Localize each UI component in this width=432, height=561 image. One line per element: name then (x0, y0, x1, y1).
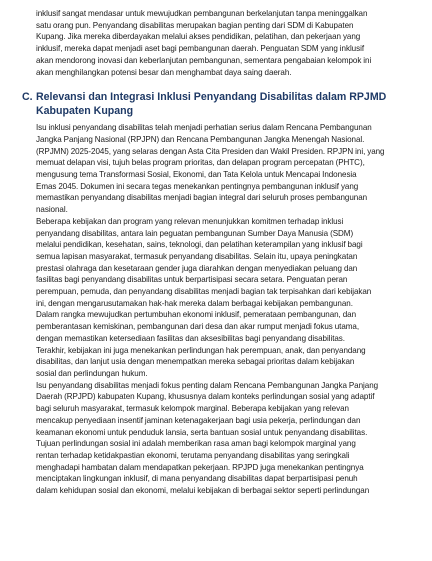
text-line: prestasi olahraga dan kesetaraan gender juga diarahkan dengan menyediakan peluang dan (36, 263, 358, 273)
text-line: memastikan penyandang disabilitas menjadi bagian integral dari seluruh proses pembangunan (36, 193, 368, 203)
text-line: nasional. (36, 205, 68, 215)
paragraph-kebijakan (36, 216, 416, 380)
section-heading (22, 90, 416, 118)
text-line: rentan terhadap ketidakpastian ekonomi, terutama penyandang disabilitas yang seringkali (36, 450, 350, 460)
text-line: satu orang pun. Penyandang disabilitas merupakan bagian penting dari SDM di Kabupaten (36, 20, 354, 30)
text-line: menciptakan lingkungan inklusif, di mana penyandang disabilitas dapat berpartisipasi penuh (36, 474, 358, 484)
text-line: ini, dengan mengarusutamakan hak-hak mereka dalam berbagai kebijakan pembangunan. (36, 298, 353, 308)
text-line: akan mendorong inovasi dan keberlanjutan pembangunan, sementara pengabaian kelompok ini (36, 55, 372, 65)
text-line: pemberantasan kemiskinan, pembangunan dari desa dan akar rumput menjadi fokus utama, (36, 322, 360, 332)
text-line: Daerah (RPJPD) kabupaten Kupang, khususnya dalam konteks perlindungan sosial yang adaptif (36, 392, 375, 402)
text-line: akan menghilangkan potensi besar dan menghambat daya saing daerah. (36, 67, 292, 77)
text-line: dalam kehidupan sosial dan ekonomi, melalui kebijakan di berbagai sektor seperti perlindungan (36, 486, 370, 496)
paragraph-rpjpn (36, 122, 416, 216)
text-line: (RPJMN) 2025-2045, yang selaras dengan Asta Cita Presiden dan Wakil Presiden. RPJPN ini, yang (36, 146, 385, 156)
text-line: Kupang. Jika mereka diberdayakan melalui akses pendidikan, pelatihan, dan pekerjaan yang (36, 32, 361, 42)
text-line: inklusif sangat mendasar untuk mewujudkan pembangunan berkelanjutan tanpa meninggalkan (36, 9, 368, 18)
text-line: menghadapi hambatan dalam mendapatkan pekerjaan. RPJPD juga menekankan pentingnya (36, 462, 364, 472)
paragraph-rpjpd (36, 380, 416, 497)
text-line: memuat delapan visi, tujuh belas program prioritas, dan delapan program percepatan (PHTC), (36, 158, 365, 168)
text-line: Isu penyandang disabilitas menjadi fokus penting dalam Rencana Pembangunan Jangka Panjang (36, 380, 379, 390)
text-line: perempuan, pemuda, dan penyandang disabilitas menjadi bagian tak terpisahkan dari kebijakan (36, 287, 372, 297)
text-line: Isu inklusi penyandang disabilitas telah menjadi perhatian serius dalam Rencana Pembangunan (36, 123, 372, 133)
section-number: C. (22, 91, 33, 104)
paragraph-intro (36, 8, 416, 78)
text-line: Dalam rangka mewujudkan pertumbuhan ekonomi inklusif, pemerataan pembangunan, dan (36, 310, 357, 320)
text-line: fasilitas bagi penyandang disabilitas untuk berpartisipasi secara setara. Penguatan peran (36, 275, 348, 285)
text-line: Terakhir, kebijakan ini juga menekankan perlindungan hak perempuan, anak, dan penyandang (36, 345, 366, 355)
text-line: mengusung tema Transformasi Sosial, Ekonomi, dan Tata Kelola untuk Mencapai Indonesia (36, 170, 357, 180)
text-line: melalui pendidikan, kesehatan, sains, teknologi, dan pelatihan keterampilan yang inklusif bagi (36, 240, 363, 250)
text-line: sosial dan perlindungan hukum. (36, 368, 148, 378)
text-line: semua lapisan masyarakat, termasuk penyandang disabilitas. Selain itu, upaya peningkatan (36, 251, 358, 261)
section-title-line: Kabupaten Kupang (36, 105, 134, 118)
text-line: disabilitas, dan lanjut usia dengan menempatkan mereka sebagai prioritas dalam kebijakan (36, 357, 355, 367)
text-line: mencakup penyediaan insentif jaminan ketenagakerjaan bagi usia pekerja, perlindungan dan (36, 415, 361, 425)
text-line: Tujuan perlindungan sosial ini adalah memberikan rasa aman bagi kelompok marginal yang (36, 439, 356, 449)
text-line: Jangka Panjang Nasional (RPJPN) dan Rencana Pembangunan Jangka Menengah Nasional. (36, 134, 365, 144)
text-line: bagi seluruh masyarakat, termasuk kelompok marginal. Beberapa kebijakan yang relevan (36, 404, 349, 414)
text-line: Emas 2045. Dokumen ini secara tegas menekankan pentingnya pembangunan inklusif yang (36, 181, 359, 191)
text-line: Beberapa kebijakan dan program yang relevan menunjukkan komitmen terhadap inklusi (36, 216, 344, 226)
text-line: penyandang disabilitas, antara lain peguatan pembangunan Sumber Daya Manusia (SDM) (36, 228, 354, 238)
text-line: inklusif, mereka dapat menjadi aset bagi pembangunan daerah. Penguatan SDM yang inklusif (36, 44, 365, 54)
text-line: dengan memastikan ketersediaan fasilitas dan aksesibilitas bagi penyandang disabilitas. (36, 333, 345, 343)
section-title-line: Relevansi dan Integrasi Inklusi Penyandang Disabilitas dalam RPJMD (36, 91, 387, 104)
text-line: keamanan ekonomi untuk penduduk lansia, serta bantuan sosial untuk penyandang disabilitas. (36, 427, 368, 437)
